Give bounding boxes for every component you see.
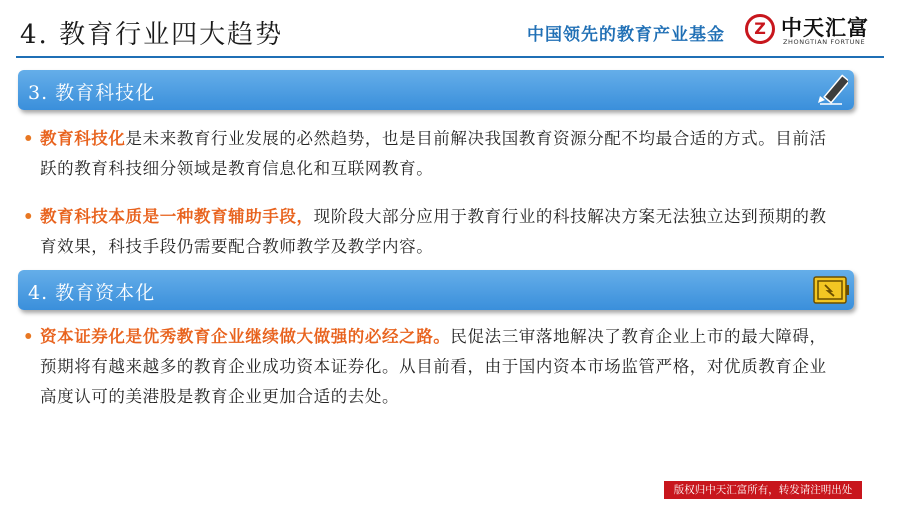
section-title: 3. 教育科技化	[28, 82, 156, 104]
header-divider	[16, 56, 884, 58]
battery-charging-icon	[812, 273, 848, 307]
logo-name: 中天汇富	[781, 16, 869, 40]
company-tagline: 中国领先的教育产业基金	[527, 25, 725, 45]
logo-mark-icon: Z	[745, 14, 775, 44]
bullet-highlight: 教育科技本质是一种教育辅助手段，	[40, 207, 314, 226]
bullet-dot-icon: •	[23, 327, 35, 346]
bullet-item	[23, 322, 840, 412]
bullet-highlight: 资本证券化是优秀教育企业继续做大做强的必经之路。	[40, 327, 451, 346]
bullet-dot-icon: •	[23, 207, 35, 226]
section-title: 4. 教育资本化	[28, 282, 156, 304]
bullet-dot-icon: •	[23, 129, 35, 148]
copyright-note: 版权归中天汇富所有，转发请注明出处	[664, 481, 862, 499]
logo-subtitle: ZHONGTIAN FORTUNE	[783, 38, 866, 46]
bullet-item	[23, 124, 840, 184]
section-bar-tech	[18, 70, 854, 110]
bullet-text: 现阶段大部分应用于教育行业的科技解决方案无法独立达到预期的教育效果，科技手段仍需要配合教师教学及教学内容。	[40, 207, 827, 256]
bullet-highlight: 教育科技化	[40, 129, 126, 148]
page-title: 4. 教育行业四大趋势	[20, 20, 284, 50]
slide-header	[0, 0, 900, 62]
bullet-text: 民促法三审落地解决了教育企业上市的最大障碍，预期将有越来越多的教育企业成功资本证券化。从目前看，由于国内资本市场监管严格，对优质教育企业高度认可的美港股是教育企业更加合适的去处。	[40, 327, 827, 406]
bullet-item	[23, 202, 840, 262]
section-bar-capital	[18, 270, 854, 310]
bullet-text: 是未来教育行业发展的必然趋势，也是目前解决我国教育资源分配不均最合适的方式。目前活跃的教育科技细分领域是教育信息化和互联网教育。	[40, 129, 827, 178]
pen-icon	[812, 73, 848, 107]
company-logo	[745, 12, 885, 54]
